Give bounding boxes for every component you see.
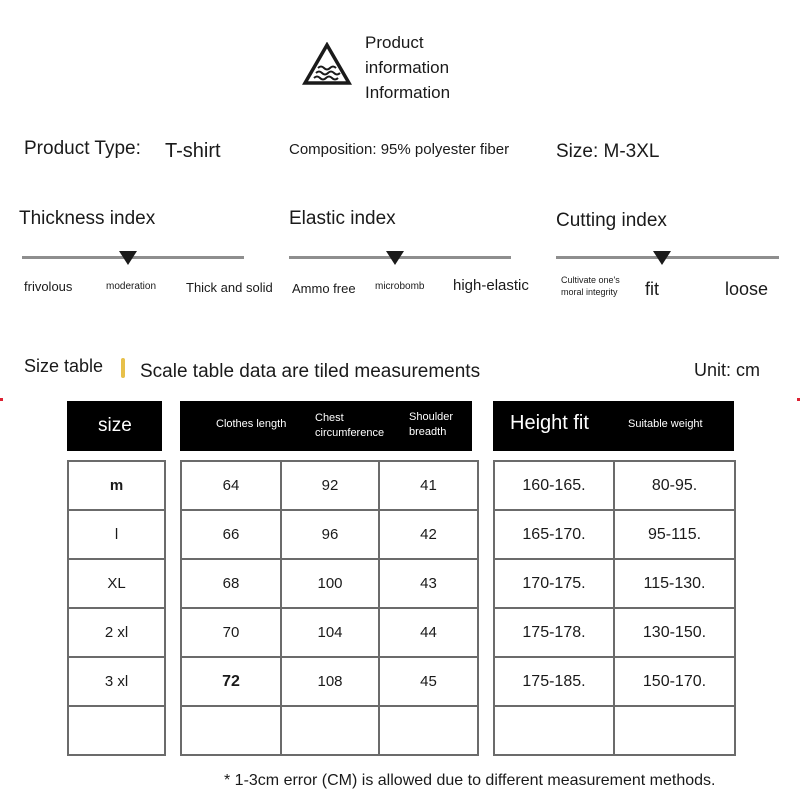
cutting-label-low-line-1: Cultivate one's <box>561 275 620 285</box>
elastic-label-mid: microbomb <box>375 281 425 292</box>
empty-cell <box>379 706 478 755</box>
table-row <box>494 510 735 559</box>
table-row <box>181 608 478 657</box>
length-cell: 70 <box>181 608 281 657</box>
height-cell: 165-170. <box>494 510 614 559</box>
height-cell: 170-175. <box>494 559 614 608</box>
table-row <box>181 510 478 559</box>
header-line-1: Product <box>365 33 424 52</box>
chest-cell: 96 <box>281 510 379 559</box>
chest-header-line-1: Chest <box>315 412 344 424</box>
shoulder-header-line-2: breadth <box>409 426 447 438</box>
table-row <box>494 657 735 706</box>
weight-cell: 80-95. <box>614 461 735 510</box>
cutting-label-low-line-2: moral integrity <box>561 287 618 297</box>
height-cell: 175-185. <box>494 657 614 706</box>
table-row <box>68 657 165 706</box>
warning-water-icon <box>302 42 352 86</box>
elastic-label-high: high-elastic <box>453 277 529 294</box>
height-cell: 160-165. <box>494 461 614 510</box>
thickness-label-low: frivolous <box>24 279 73 294</box>
measurements-header <box>180 401 472 451</box>
table-row <box>494 608 735 657</box>
size-cell: 2 xl <box>68 608 165 657</box>
shoulder-cell: 42 <box>379 510 478 559</box>
empty-cell <box>181 706 281 755</box>
empty-cell <box>281 706 379 755</box>
table-row <box>181 657 478 706</box>
unit-label: Unit: cm <box>694 360 761 380</box>
chest-cell: 100 <box>281 559 379 608</box>
table-row <box>68 559 165 608</box>
shoulder-header-line-1: Shoulder <box>409 411 454 423</box>
cutting-label-high: loose <box>725 279 769 299</box>
table-row <box>181 461 478 510</box>
thickness-label-mid: moderation <box>106 281 157 292</box>
fit-header <box>493 401 734 451</box>
table-row <box>494 461 735 510</box>
size-range-text: Size: M-3XL <box>556 141 660 162</box>
size-cell: 3 xl <box>68 657 165 706</box>
measurements-table <box>180 460 479 756</box>
length-cell: 68 <box>181 559 281 608</box>
cutting-label-mid: fit <box>645 279 660 299</box>
table-row <box>494 706 735 755</box>
table-row <box>68 608 165 657</box>
elastic-marker <box>386 251 404 265</box>
highlight-bar-icon <box>121 358 125 378</box>
chest-cell: 108 <box>281 657 379 706</box>
empty-cell <box>68 706 165 755</box>
thickness-label-high: Thick and solid <box>186 280 273 295</box>
empty-cell <box>494 706 614 755</box>
size-cell: m <box>68 461 165 510</box>
shoulder-header <box>409 410 453 440</box>
size-table-title: Size table <box>24 356 104 376</box>
clothes-length-header: Clothes length <box>216 418 287 430</box>
cutting-label-low <box>561 274 620 298</box>
cutting-marker <box>653 251 671 265</box>
length-cell: 64 <box>181 461 281 510</box>
product-type-label: Product Type: <box>24 138 141 159</box>
composition-text: Composition: 95% polyester fiber <box>289 141 510 158</box>
table-row <box>181 706 478 755</box>
chest-cell: 104 <box>281 608 379 657</box>
table-row <box>68 706 165 755</box>
edge-mark-left <box>0 398 3 401</box>
header-line-3: Information <box>365 83 451 102</box>
elastic-index-title: Elastic index <box>289 208 396 229</box>
shoulder-cell: 43 <box>379 559 478 608</box>
height-cell: 175-178. <box>494 608 614 657</box>
length-cell: 66 <box>181 510 281 559</box>
size-column-table <box>67 460 166 756</box>
header-line-2: information <box>365 58 450 77</box>
elastic-label-low: Ammo free <box>292 281 356 296</box>
size-header <box>67 401 162 451</box>
cutting-index-title: Cutting index <box>556 210 667 231</box>
scale-note: Scale table data are tiled measurements <box>140 361 481 382</box>
size-cell: XL <box>68 559 165 608</box>
suitable-weight-header: Suitable weight <box>628 418 703 430</box>
header-title <box>365 30 450 105</box>
weight-cell: 115-130. <box>614 559 735 608</box>
shoulder-cell: 44 <box>379 608 478 657</box>
size-header-label: size <box>98 415 132 436</box>
shoulder-cell: 41 <box>379 461 478 510</box>
chest-header <box>315 411 384 441</box>
chest-cell: 92 <box>281 461 379 510</box>
footnote: * 1-3cm error (CM) is allowed due to different measurement methods. <box>224 772 716 789</box>
table-row <box>68 461 165 510</box>
height-fit-header: Height fit <box>510 412 589 434</box>
product-type-value: T-shirt <box>165 140 221 162</box>
shoulder-cell: 45 <box>379 657 478 706</box>
thickness-marker <box>119 251 137 265</box>
chest-header-line-2: circumference <box>315 427 385 439</box>
weight-cell: 95-115. <box>614 510 735 559</box>
weight-cell: 130-150. <box>614 608 735 657</box>
weight-cell: 150-170. <box>614 657 735 706</box>
table-row <box>68 510 165 559</box>
thickness-index-title: Thickness index <box>19 208 156 229</box>
size-cell: l <box>68 510 165 559</box>
empty-cell <box>614 706 735 755</box>
table-row <box>494 559 735 608</box>
table-row <box>181 559 478 608</box>
fit-table <box>493 460 736 756</box>
length-cell: 72 <box>181 657 281 706</box>
